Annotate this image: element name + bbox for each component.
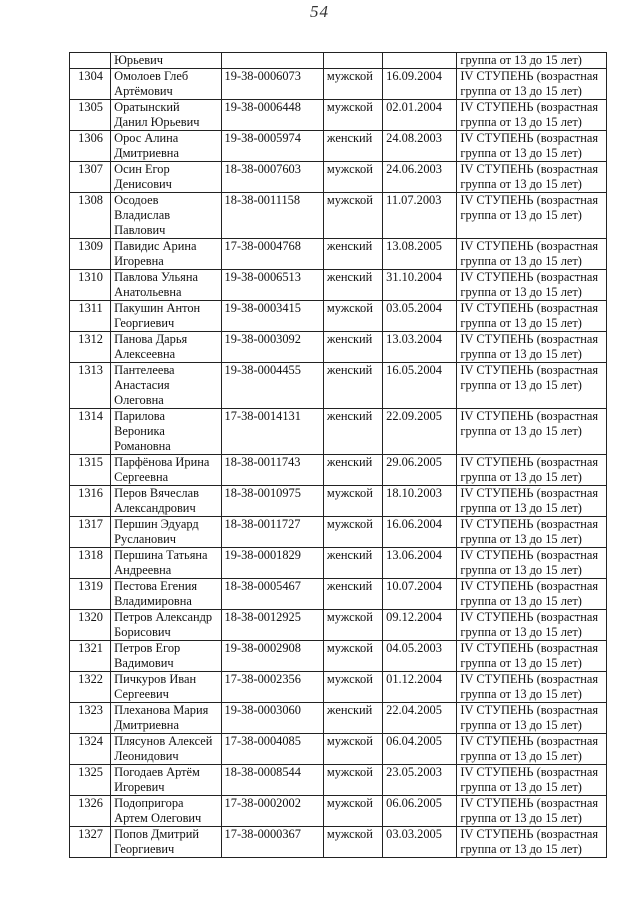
name-line: Перов Вячеслав [114, 486, 199, 500]
cell-number [70, 53, 111, 69]
name-line: Оратынский [114, 100, 180, 114]
cell-level [457, 734, 607, 765]
cell-sex: женский [323, 131, 382, 162]
cell-number: 1323 [70, 703, 111, 734]
name-line: Владислав [114, 208, 171, 222]
cell-level [457, 765, 607, 796]
cell-birthdate: 16.09.2004 [383, 69, 457, 100]
cell-number: 1306 [70, 131, 111, 162]
name-line: Парфёнова Ирина [114, 455, 210, 469]
level-age-group: группа от 13 до 15 лет) [460, 347, 582, 361]
name-line: Першин Эдуард [114, 517, 199, 531]
cell-name [111, 672, 221, 703]
cell-level [457, 610, 607, 641]
level-age-group: группа от 13 до 15 лет) [460, 811, 582, 825]
level-age-group: группа от 13 до 15 лет) [460, 532, 582, 546]
level-title: IV СТУПЕНЬ (возрастная [460, 548, 599, 562]
cell-sex: женский [323, 332, 382, 363]
cell-birthdate: 01.12.2004 [383, 672, 457, 703]
cell-name [111, 162, 221, 193]
cell-number: 1319 [70, 579, 111, 610]
cell-sex: женский [323, 270, 382, 301]
name-line: Игоревич [114, 780, 165, 794]
name-line: Орос Алина [114, 131, 179, 145]
cell-number: 1324 [70, 734, 111, 765]
cell-number: 1321 [70, 641, 111, 672]
cell-name [111, 100, 221, 131]
cell-name [111, 641, 221, 672]
name-line: Леонидович [114, 749, 179, 763]
level-title: IV СТУПЕНЬ (возрастная [460, 131, 599, 145]
table-row [70, 239, 607, 270]
cell-name [111, 131, 221, 162]
level-age-group: группа от 13 до 15 лет) [460, 625, 582, 639]
cell-level [457, 486, 607, 517]
cell-uin: 19-38-0003060 [221, 703, 323, 734]
cell-uin: 19-38-0003092 [221, 332, 323, 363]
name-line: Русланович [114, 532, 176, 546]
level-age-group: группа от 13 до 15 лет) [460, 749, 582, 763]
table-row [70, 827, 607, 858]
level-age-group: группа от 13 до 15 лет) [460, 656, 582, 670]
name-line: Данил Юрьевич [114, 115, 200, 129]
name-line: Петров Егор [114, 641, 181, 655]
cell-sex: женский [323, 548, 382, 579]
cell-name [111, 734, 221, 765]
cell-name [111, 455, 221, 486]
name-line: Пичкуров Иван [114, 672, 197, 686]
cell-level [457, 239, 607, 270]
level-age-group: группа от 13 до 15 лет) [460, 177, 582, 191]
cell-number: 1309 [70, 239, 111, 270]
cell-name [111, 363, 221, 409]
cell-uin: 19-38-0006448 [221, 100, 323, 131]
cell-level [457, 162, 607, 193]
table-row [70, 641, 607, 672]
cell-level [457, 579, 607, 610]
cell-number: 1313 [70, 363, 111, 409]
cell-uin: 17-38-0014131 [221, 409, 323, 455]
name-line: Павлович [114, 223, 166, 237]
level-age-group: группа от 13 до 15 лет) [460, 208, 582, 222]
cell-level [457, 517, 607, 548]
name-line: Александрович [114, 501, 196, 515]
table-row [70, 131, 607, 162]
cell-number: 1308 [70, 193, 111, 239]
cell-sex [323, 53, 382, 69]
level-title: IV СТУПЕНЬ (возрастная [460, 796, 599, 810]
cell-level [457, 641, 607, 672]
table-row [70, 100, 607, 131]
name-line: Осодоев [114, 193, 159, 207]
cell-name [111, 301, 221, 332]
cell-level [457, 703, 607, 734]
name-line: Дмитриевна [114, 718, 179, 732]
cell-level [457, 796, 607, 827]
name-line: Романовна [114, 439, 171, 453]
name-line: Пакушин Антон [114, 301, 201, 315]
name-line: Омолоев Глеб [114, 69, 189, 83]
level-title: IV СТУПЕНЬ (возрастная [460, 100, 599, 114]
cell-uin: 18-38-0010975 [221, 486, 323, 517]
cell-name [111, 610, 221, 641]
name-line: Погодаев Артём [114, 765, 200, 779]
level-title: IV СТУПЕНЬ (возрастная [460, 239, 599, 253]
cell-level [457, 193, 607, 239]
level-age-group: группа от 13 до 15 лет) [460, 115, 582, 129]
name-line: Осин Егор [114, 162, 170, 176]
level-title: IV СТУПЕНЬ (возрастная [460, 332, 599, 346]
level-age-group: группа от 13 до 15 лет) [460, 316, 582, 330]
name-line: Алексеевна [114, 347, 176, 361]
cell-number: 1311 [70, 301, 111, 332]
cell-name [111, 69, 221, 100]
level-title: IV СТУПЕНЬ (возрастная [460, 162, 599, 176]
cell-name [111, 193, 221, 239]
name-line: Павидис Арина [114, 239, 197, 253]
level-age-group: группа от 13 до 15 лет) [460, 687, 582, 701]
cell-birthdate: 06.04.2005 [383, 734, 457, 765]
cell-birthdate: 23.05.2003 [383, 765, 457, 796]
name-line: Анастасия [114, 378, 170, 392]
level-title: IV СТУПЕНЬ (возрастная [460, 270, 599, 284]
cell-birthdate: 24.06.2003 [383, 162, 457, 193]
name-line: Сергеевна [114, 470, 169, 484]
cell-birthdate: 16.06.2004 [383, 517, 457, 548]
level-age-group: группа от 13 до 15 лет) [460, 470, 582, 484]
level-title: IV СТУПЕНЬ (возрастная [460, 579, 599, 593]
cell-number: 1305 [70, 100, 111, 131]
name-line: Петров Александр [114, 610, 213, 624]
cell-uin: 19-38-0001829 [221, 548, 323, 579]
level-age-group: группа от 13 до 15 лет) [460, 84, 582, 98]
table-row [70, 486, 607, 517]
table-row [70, 270, 607, 301]
cell-sex: мужской [323, 162, 382, 193]
cell-level [457, 301, 607, 332]
cell-birthdate: 22.09.2005 [383, 409, 457, 455]
cell-name [111, 332, 221, 363]
cell-number: 1316 [70, 486, 111, 517]
cell-birthdate: 04.05.2003 [383, 641, 457, 672]
cell-uin [221, 53, 323, 69]
cell-uin: 19-38-0002908 [221, 641, 323, 672]
cell-name [111, 409, 221, 455]
cell-number: 1318 [70, 548, 111, 579]
level-age-group: группа от 13 до 15 лет) [460, 501, 582, 515]
name-line: Плеханова Мария [114, 703, 209, 717]
cell-sex: женский [323, 579, 382, 610]
cell-uin: 17-38-0004768 [221, 239, 323, 270]
name-line: Борисович [114, 625, 171, 639]
cell-sex: мужской [323, 827, 382, 858]
level-title: IV СТУПЕНЬ (возрастная [460, 641, 599, 655]
cell-birthdate: 13.06.2004 [383, 548, 457, 579]
cell-birthdate: 29.06.2005 [383, 455, 457, 486]
level-age-group: группа от 13 до 15 лет) [460, 780, 582, 794]
table-row [70, 579, 607, 610]
cell-level [457, 455, 607, 486]
level-title: IV СТУПЕНЬ (возрастная [460, 486, 599, 500]
level-title: IV СТУПЕНЬ (возрастная [460, 69, 599, 83]
level-age-group: группа от 13 до 15 лет) [460, 146, 582, 160]
cell-uin: 19-38-0006513 [221, 270, 323, 301]
cell-sex: мужской [323, 193, 382, 239]
level-title: IV СТУПЕНЬ (возрастная [460, 610, 599, 624]
cell-sex: мужской [323, 641, 382, 672]
cell-sex: женский [323, 363, 382, 409]
name-line: Андреевна [114, 563, 172, 577]
table-row [70, 363, 607, 409]
cell-birthdate: 18.10.2003 [383, 486, 457, 517]
name-line: Попов Дмитрий [114, 827, 200, 841]
cell-level: группа от 13 до 15 лет) [457, 53, 607, 69]
cell-name [111, 270, 221, 301]
cell-name [111, 827, 221, 858]
table-row [70, 162, 607, 193]
cell-birthdate: 22.04.2005 [383, 703, 457, 734]
cell-number: 1327 [70, 827, 111, 858]
table-row-continued [70, 53, 607, 69]
name-line: Подопригора [114, 796, 184, 810]
cell-uin: 17-38-0004085 [221, 734, 323, 765]
cell-uin: 18-38-0011743 [221, 455, 323, 486]
cell-birthdate: 03.03.2005 [383, 827, 457, 858]
cell-uin: 19-38-0004455 [221, 363, 323, 409]
cell-uin: 18-38-0011727 [221, 517, 323, 548]
cell-level [457, 672, 607, 703]
level-age-group: группа от 13 до 15 лет) [460, 285, 582, 299]
cell-level [457, 827, 607, 858]
table-row [70, 610, 607, 641]
level-age-group: группа от 13 до 15 лет) [460, 842, 582, 856]
level-title: IV СТУПЕНЬ (возрастная [460, 455, 599, 469]
cell-name [111, 796, 221, 827]
table-row [70, 672, 607, 703]
level-title: IV СТУПЕНЬ (возрастная [460, 765, 599, 779]
cell-number: 1326 [70, 796, 111, 827]
cell-name [111, 517, 221, 548]
level-title: IV СТУПЕНЬ (возрастная [460, 827, 599, 841]
cell-sex: мужской [323, 796, 382, 827]
cell-sex: мужской [323, 100, 382, 131]
cell-sex: мужской [323, 301, 382, 332]
cell-level [457, 270, 607, 301]
page-number: 54 [310, 2, 329, 21]
name-line: Дмитриевна [114, 146, 179, 160]
cell-number: 1304 [70, 69, 111, 100]
level-title: IV СТУПЕНЬ (возрастная [460, 517, 599, 531]
cell-name [111, 486, 221, 517]
name-line: Панова Дарья [114, 332, 188, 346]
cell-number: 1322 [70, 672, 111, 703]
level-title: IV СТУПЕНЬ (возрастная [460, 363, 599, 377]
cell-sex: мужской [323, 517, 382, 548]
cell-name [111, 579, 221, 610]
level-age-group: группа от 13 до 15 лет) [460, 718, 582, 732]
cell-sex: женский [323, 409, 382, 455]
level-title: IV СТУПЕНЬ (возрастная [460, 301, 599, 315]
cell-level [457, 363, 607, 409]
cell-birthdate: 02.01.2004 [383, 100, 457, 131]
cell-level [457, 548, 607, 579]
cell-level [457, 409, 607, 455]
cell-sex: мужской [323, 765, 382, 796]
level-title: IV СТУПЕНЬ (возрастная [460, 703, 599, 717]
cell-birthdate: 24.08.2003 [383, 131, 457, 162]
cell-birthdate: 11.07.2003 [383, 193, 457, 239]
cell-uin: 17-38-0002356 [221, 672, 323, 703]
cell-birthdate: 13.08.2005 [383, 239, 457, 270]
cell-uin: 18-38-0008544 [221, 765, 323, 796]
table-row [70, 734, 607, 765]
name-line: Анатольевна [114, 285, 182, 299]
cell-uin: 18-38-0007603 [221, 162, 323, 193]
cell-name: Юрьевич [111, 53, 221, 69]
level-age-group: группа от 13 до 15 лет) [460, 424, 582, 438]
cell-number: 1317 [70, 517, 111, 548]
cell-birthdate: 13.03.2004 [383, 332, 457, 363]
cell-number: 1315 [70, 455, 111, 486]
cell-birthdate: 09.12.2004 [383, 610, 457, 641]
name-line: Сергеевич [114, 687, 169, 701]
cell-sex: мужской [323, 69, 382, 100]
name-line: Георгиевич [114, 316, 175, 330]
cell-birthdate: 03.05.2004 [383, 301, 457, 332]
cell-level [457, 100, 607, 131]
level-age-group: группа от 13 до 15 лет) [460, 563, 582, 577]
name-line: Павлова Ульяна [114, 270, 198, 284]
cell-number: 1320 [70, 610, 111, 641]
level-age-group: группа от 13 до 15 лет) [460, 594, 582, 608]
cell-birthdate [383, 53, 457, 69]
participants-table-body [70, 53, 607, 858]
cell-uin: 17-38-0000367 [221, 827, 323, 858]
name-line: Парилова [114, 409, 165, 423]
table-row [70, 548, 607, 579]
level-title: IV СТУПЕНЬ (возрастная [460, 193, 599, 207]
name-line: Плясунов Алексей [114, 734, 213, 748]
name-line: Першина Татьяна [114, 548, 208, 562]
cell-uin: 19-38-0005974 [221, 131, 323, 162]
cell-uin: 18-38-0011158 [221, 193, 323, 239]
name-line: Артёмович [114, 84, 173, 98]
cell-level [457, 332, 607, 363]
name-line: Вадимович [114, 656, 174, 670]
cell-level [457, 69, 607, 100]
cell-number: 1314 [70, 409, 111, 455]
name-line: Владимировна [114, 594, 192, 608]
cell-birthdate: 16.05.2004 [383, 363, 457, 409]
cell-sex: женский [323, 455, 382, 486]
cell-birthdate: 06.06.2005 [383, 796, 457, 827]
cell-sex: мужской [323, 610, 382, 641]
level-title: IV СТУПЕНЬ (возрастная [460, 409, 599, 423]
table-row [70, 409, 607, 455]
cell-name [111, 703, 221, 734]
cell-number: 1312 [70, 332, 111, 363]
cell-sex: мужской [323, 734, 382, 765]
table-row [70, 455, 607, 486]
level-age-group: группа от 13 до 15 лет) [460, 254, 582, 268]
level-age-group: группа от 13 до 15 лет) [460, 378, 582, 392]
table-row [70, 332, 607, 363]
table-row [70, 765, 607, 796]
cell-name [111, 765, 221, 796]
cell-uin: 17-38-0002002 [221, 796, 323, 827]
name-line: Пестова Егения [114, 579, 198, 593]
name-line: Георгиевич [114, 842, 175, 856]
name-line: Пантелеева [114, 363, 175, 377]
name-line: Денисович [114, 177, 172, 191]
cell-uin: 18-38-0012925 [221, 610, 323, 641]
table-row [70, 69, 607, 100]
cell-level [457, 131, 607, 162]
cell-name [111, 239, 221, 270]
name-line: Артем Олегович [114, 811, 202, 825]
level-title: IV СТУПЕНЬ (возрастная [460, 672, 599, 686]
cell-birthdate: 10.07.2004 [383, 579, 457, 610]
table-row [70, 703, 607, 734]
table-row [70, 517, 607, 548]
cell-uin: 18-38-0005467 [221, 579, 323, 610]
name-line: Игоревна [114, 254, 164, 268]
cell-sex: мужской [323, 672, 382, 703]
cell-uin: 19-38-0006073 [221, 69, 323, 100]
cell-name [111, 548, 221, 579]
cell-birthdate: 31.10.2004 [383, 270, 457, 301]
cell-sex: женский [323, 239, 382, 270]
cell-uin: 19-38-0003415 [221, 301, 323, 332]
participants-table [69, 52, 607, 858]
cell-number: 1310 [70, 270, 111, 301]
cell-number: 1307 [70, 162, 111, 193]
name-line: Олеговна [114, 393, 164, 407]
level-title: IV СТУПЕНЬ (возрастная [460, 734, 599, 748]
cell-sex: мужской [323, 486, 382, 517]
cell-number: 1325 [70, 765, 111, 796]
table-row [70, 796, 607, 827]
cell-sex: женский [323, 703, 382, 734]
table-row [70, 193, 607, 239]
name-line: Вероника [114, 424, 165, 438]
table-row [70, 301, 607, 332]
